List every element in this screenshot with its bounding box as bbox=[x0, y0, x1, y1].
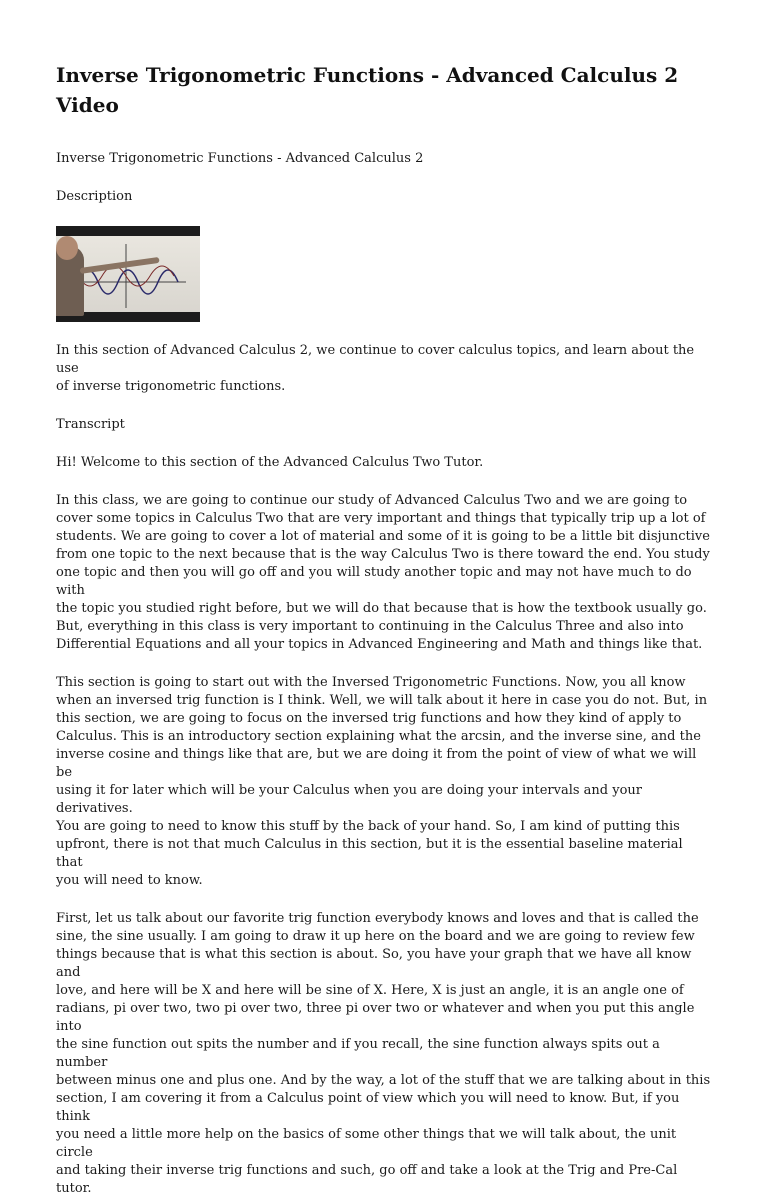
transcript-line: using it for later which will be your Calculus when you are doing your intervals and your derivatives. bbox=[56, 783, 642, 816]
transcript-line: sine, the sine usually. I am going to draw it up here on the board and we are going to review few bbox=[56, 929, 695, 944]
transcript-line: This section is going to start out with the Inversed Trigonometric Functions. Now, you all know bbox=[56, 675, 686, 690]
transcript-line: this section, we are going to focus on the inversed trig functions and how they kind of apply to bbox=[56, 711, 682, 726]
video-thumbnail-icon[interactable] bbox=[56, 226, 200, 322]
transcript-line: love, and here will be X and here will be sine of X. Here, X is just an angle, it is an angle one of bbox=[56, 983, 684, 998]
presenter-head bbox=[56, 236, 78, 260]
transcript-line: one topic and then you will go off and you will study another topic and may not have much to do with bbox=[56, 565, 692, 598]
transcript-line: between minus one and plus one. And by the way, a lot of the stuff that we are talking about in this bbox=[56, 1073, 711, 1088]
transcript-line: First, let us talk about our favorite trig function everybody knows and loves and that is called the bbox=[56, 911, 699, 926]
transcript-line: when an inversed trig function is I think. Well, we will talk about it here in case you do not. But, in bbox=[56, 693, 708, 708]
transcript-line: you need a little more help on the basics of some other things that we will talk about, the unit circle bbox=[56, 1127, 677, 1160]
transcript-line: the sine function out spits the number and if you recall, the sine function always spits out a number bbox=[56, 1037, 660, 1070]
transcript-line: from one topic to the next because that is the way Calculus Two is there toward the end. You study bbox=[56, 547, 710, 562]
subtitle: Inverse Trigonometric Functions - Advanced Calculus 2 bbox=[56, 151, 424, 166]
page-title: Inverse Trigonometric Functions - Advanced Calculus 2 Video bbox=[56, 63, 679, 117]
transcript-line: inverse cosine and things like that are, but we are doing it from the point of view of what we will be bbox=[56, 747, 697, 780]
transcript-paragraph bbox=[56, 910, 712, 1198]
transcript-line: Hi! Welcome to this section of the Advanced Calculus Two Tutor. bbox=[56, 455, 484, 470]
transcript-line: things because that is what this section is about. So, you have your graph that we have all know and bbox=[56, 947, 692, 980]
intro-paragraph bbox=[56, 342, 712, 396]
transcript-line: But, everything in this class is very important to continuing in the Calculus Three and also into bbox=[56, 619, 684, 634]
transcript-paragraph bbox=[56, 674, 712, 890]
description-label: Description bbox=[56, 189, 133, 204]
intro-line: of inverse trigonometric functions. bbox=[56, 379, 286, 394]
transcript-line: You are going to need to know this stuff by the back of your hand. So, I am kind of putting this bbox=[56, 819, 680, 834]
transcript-line: In this class, we are going to continue our study of Advanced Calculus Two and we are going to bbox=[56, 493, 688, 508]
transcript-line: radians, pi over two, two pi over two, three pi over two or whatever and when you put this angle into bbox=[56, 1001, 695, 1034]
transcript-line: Calculus. This is an introductory section explaining what the arcsin, and the inverse sine, and the bbox=[56, 729, 701, 744]
transcript-body bbox=[56, 454, 712, 1198]
transcript-line: section, I am covering it from a Calculus point of view which you will need to know. But, if you think bbox=[56, 1091, 680, 1124]
transcript-line: the topic you studied right before, but we will do that because that is how the textbook usually go. bbox=[56, 601, 707, 616]
transcript-line: you will need to know. bbox=[56, 873, 203, 888]
transcript-paragraph bbox=[56, 454, 712, 472]
transcript-line: upfront, there is not that much Calculus in this section, but it is the essential baseline material that bbox=[56, 837, 683, 870]
transcript-paragraph bbox=[56, 492, 712, 654]
transcript-line: students. We are going to cover a lot of material and some of it is going to be a little bit disjunctive bbox=[56, 529, 710, 544]
transcript-label: Transcript bbox=[56, 417, 125, 432]
intro-line: In this section of Advanced Calculus 2, we continue to cover calculus topics, and learn about the use bbox=[56, 343, 695, 376]
transcript-line: Differential Equations and all your topics in Advanced Engineering and Math and things like that. bbox=[56, 637, 703, 652]
transcript-line: and taking their inverse trig functions and such, go off and take a look at the Trig and Pre-Cal tutor. bbox=[56, 1163, 678, 1196]
transcript-line: cover some topics in Calculus Two that are very important and things that typically trip up a lot of bbox=[56, 511, 706, 526]
